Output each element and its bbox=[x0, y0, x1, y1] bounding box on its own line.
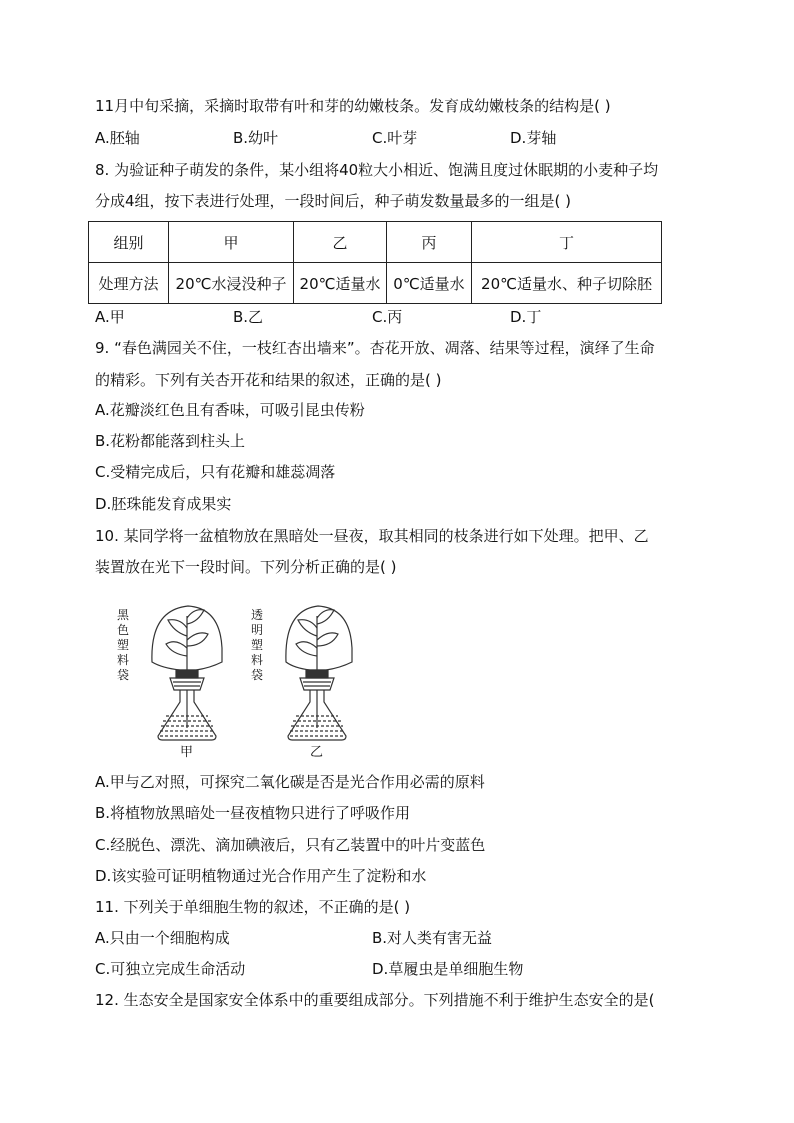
option-a: A.胚轴 bbox=[95, 129, 140, 147]
option-a: A.甲与乙对照，可探究二氧化碳是否是光合作用必需的原料 bbox=[95, 773, 485, 791]
table-row bbox=[89, 222, 662, 263]
option-d: D.该实验可证明植物通过光合作用产生了淀粉和水 bbox=[95, 867, 427, 885]
option-a: A.只由一个细胞构成 bbox=[95, 929, 230, 947]
table-cell: 组别 bbox=[89, 222, 169, 263]
q11-stem: 11. 下列关于单细胞生物的叙述，不正确的是( ) bbox=[95, 898, 411, 916]
table-cell: 20℃水浸没种子 bbox=[169, 263, 294, 304]
option-b: B.幼叶 bbox=[233, 129, 279, 147]
table-cell: 20℃适量水、种子切除胚 bbox=[472, 263, 662, 304]
q10-stem-line1: 10. 某同学将一盆植物放在黑暗处一昼夜，取其相同的枝条进行如下处理。把甲、乙 bbox=[95, 527, 649, 545]
option-a: A.花瓣淡红色且有香味，可吸引昆虫传粉 bbox=[95, 401, 365, 419]
q9-stem-line1: 9. “春色满园关不住，一枝红杏出墙来”。杏花开放、凋落、结果等过程，演绎了生命 bbox=[95, 339, 655, 357]
q9-stem-line2: 的精彩。下列有关杏开花和结果的叙述，正确的是( ) bbox=[95, 371, 442, 389]
label-transparent-bag: 透明塑料袋 bbox=[250, 608, 263, 682]
apparatus-drawing bbox=[110, 598, 360, 748]
apparatus-yi bbox=[286, 606, 352, 740]
option-d: D.草履虫是单细胞生物 bbox=[372, 960, 524, 978]
caption-yi: 乙 bbox=[310, 745, 324, 760]
option-c: C.经脱色、漂洗、滴加碘液后，只有乙装置中的叶片变蓝色 bbox=[95, 836, 486, 854]
option-b: B.花粉都能落到柱头上 bbox=[95, 432, 246, 450]
caption-jia: 甲 bbox=[180, 745, 194, 760]
option-d: D.胚珠能发育成果实 bbox=[95, 495, 232, 513]
option-c: C.叶芽 bbox=[372, 129, 418, 147]
option-c: C.可独立完成生命活动 bbox=[95, 960, 246, 978]
q8-stem-line2: 分成4组，按下表进行处理，一段时间后，种子萌发数量最多的一组是( ) bbox=[95, 192, 572, 210]
table-row bbox=[89, 263, 662, 304]
table-cell: 处理方法 bbox=[89, 263, 169, 304]
q10-figure bbox=[110, 598, 360, 762]
option-d: D.芽轴 bbox=[510, 129, 557, 147]
label-black-bag: 黑色塑料袋 bbox=[116, 608, 129, 682]
q8-table bbox=[88, 221, 662, 304]
table-cell: 丁 bbox=[472, 222, 662, 263]
table-cell: 乙 bbox=[294, 222, 387, 263]
table-cell: 20℃适量水 bbox=[294, 263, 387, 304]
table-cell: 甲 bbox=[169, 222, 294, 263]
option-d: D.丁 bbox=[510, 308, 542, 326]
q10-stem-line2: 装置放在光下一段时间。下列分析正确的是( ) bbox=[95, 558, 397, 576]
option-b: B.将植物放黑暗处一昼夜植物只进行了呼吸作用 bbox=[95, 804, 411, 822]
option-c: C.丙 bbox=[372, 308, 403, 326]
table-cell: 0℃适量水 bbox=[387, 263, 472, 304]
option-b: B.乙 bbox=[233, 308, 264, 326]
option-c: C.受精完成后，只有花瓣和雄蕊凋落 bbox=[95, 463, 336, 481]
apparatus-jia bbox=[152, 606, 222, 740]
option-b: B.对人类有害无益 bbox=[372, 929, 493, 947]
table-cell: 丙 bbox=[387, 222, 472, 263]
q12-stem: 12. 生态安全是国家安全体系中的重要组成部分。下列措施不利于维护生态安全的是( bbox=[95, 991, 655, 1009]
question-stem: 11月中旬采摘，采摘时取带有叶和芽的幼嫩枝条。发育成幼嫩枝条的结构是( ) bbox=[95, 97, 611, 115]
q8-stem-line1: 8. 为验证种子萌发的条件，某小组将40粒大小相近、饱满且度过休眠期的小麦种子均 bbox=[95, 161, 659, 179]
option-a: A.甲 bbox=[95, 308, 125, 326]
